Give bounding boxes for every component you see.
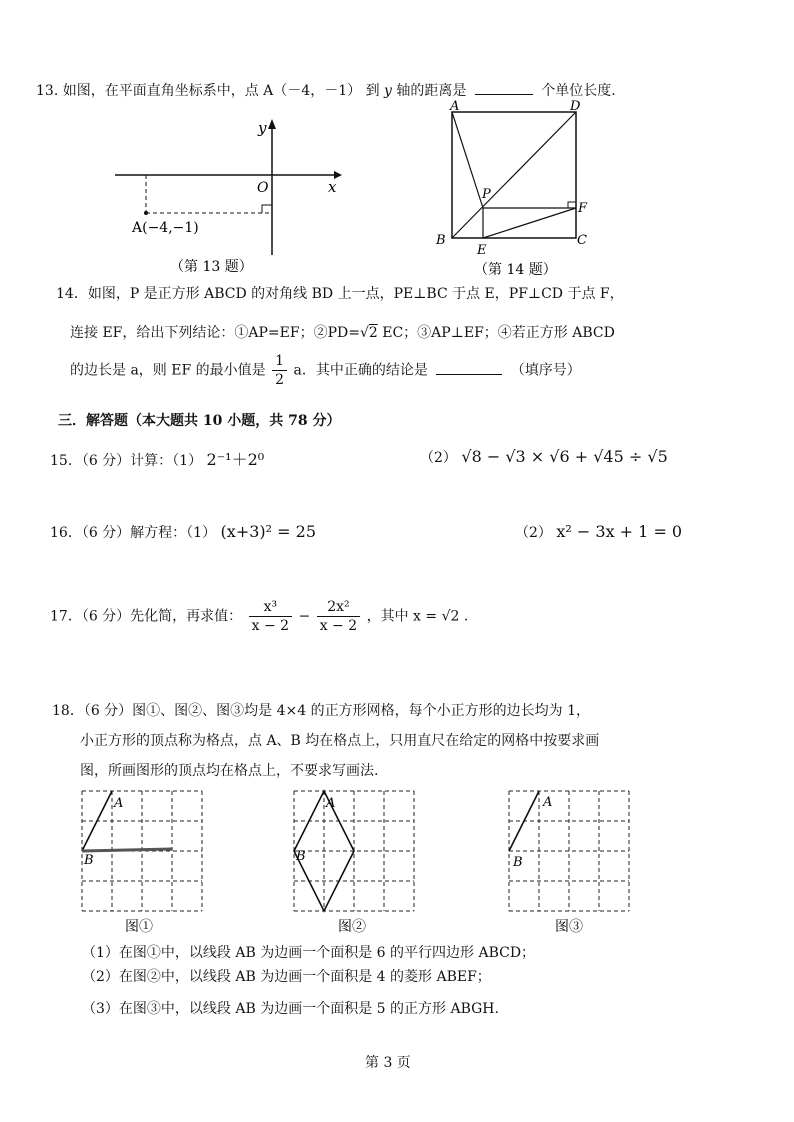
q13-text-d: 个单位长度. bbox=[541, 83, 616, 99]
y-axis-arrow-icon bbox=[268, 119, 276, 129]
fraction-denominator: 2 bbox=[275, 372, 285, 388]
grid3-caption: 图③ bbox=[555, 919, 583, 935]
q15-expr1: 2⁻¹＋2⁰ bbox=[206, 450, 265, 469]
grid-lines bbox=[509, 791, 629, 911]
question-13 bbox=[36, 80, 616, 100]
right-angle-mark bbox=[262, 205, 272, 213]
q17-fraction-2 bbox=[317, 598, 360, 635]
fig13-o-label: O bbox=[257, 180, 269, 196]
question-15 bbox=[50, 447, 264, 470]
q14-line2-b: EC；③AP⊥EF；④若正方形 ABCD bbox=[382, 325, 615, 341]
q17-minus: − bbox=[298, 608, 311, 625]
q15-expr2: √8 − √3 × √6 + √45 ÷ √5 bbox=[461, 447, 668, 466]
q13-axis-y: y bbox=[384, 83, 392, 99]
grid1-label-a: A bbox=[114, 796, 124, 811]
q17-f1-num: x³ bbox=[249, 598, 292, 617]
grid2-label-b: B bbox=[296, 849, 306, 864]
q17-f2-den: x − 2 bbox=[319, 618, 358, 634]
pencil-stroke bbox=[82, 849, 172, 851]
point-a bbox=[144, 211, 148, 215]
q17-tail: ，其中 x = √2 . bbox=[366, 608, 469, 625]
grid-figure-2 bbox=[290, 786, 420, 941]
question-17 bbox=[50, 598, 468, 635]
q14-line2-sqrt: 2 bbox=[368, 325, 378, 341]
q18-sub2: （2）在图②中，以线段 AB 为边画一个面积是 4 的菱形 ABEF； bbox=[82, 969, 491, 985]
grid-figure-1 bbox=[78, 786, 208, 941]
right-angle-f bbox=[568, 202, 576, 208]
grid3-label-a: A bbox=[543, 795, 553, 810]
segment-ab bbox=[509, 791, 539, 851]
q16-part2-label: （2） bbox=[515, 525, 552, 541]
fig14-label-b: B bbox=[436, 233, 446, 248]
q13-text-b: 到 bbox=[365, 83, 380, 99]
fig13-x-label: x bbox=[328, 178, 337, 196]
q16-part2 bbox=[515, 522, 682, 542]
fig14-label-e: E bbox=[477, 243, 487, 258]
q18-sub3: （3）在图③中，以线段 AB 为边画一个面积是 5 的正方形 ABGH. bbox=[82, 1001, 499, 1017]
sqrt-icon: √ bbox=[359, 325, 369, 341]
fig14-label-f: F bbox=[578, 201, 588, 216]
figure-13 bbox=[110, 115, 350, 275]
q15-part2-label: （2） bbox=[420, 450, 457, 466]
q17-fraction-1 bbox=[249, 598, 292, 635]
grid2-caption: 图② bbox=[338, 919, 366, 935]
segment-ab bbox=[82, 791, 112, 851]
fig13-y-label: y bbox=[258, 119, 267, 137]
q18-line2: 小正方形的顶点称为格点，点 A、B 均在格点上，只用直尺在给定的网格中按要求画 bbox=[80, 733, 600, 749]
diagonal-bd bbox=[452, 112, 576, 238]
section-3-title: 三．解答题（本大题共 10 小题，共 78 分） bbox=[58, 413, 341, 429]
fraction-numerator: 1 bbox=[272, 352, 287, 371]
segment-ef bbox=[483, 208, 576, 238]
figure-14 bbox=[430, 98, 600, 278]
fig14-label-p: P bbox=[482, 187, 491, 202]
q13-text-c: 轴的距离是 bbox=[396, 83, 467, 99]
fig14-label-a: A bbox=[450, 99, 460, 114]
q14-line3-a: 的边长是 a，则 EF 的最小值是 bbox=[70, 362, 266, 379]
grid-figure-3 bbox=[505, 786, 635, 941]
q14-fraction bbox=[272, 352, 287, 389]
q16-expr1: (x+3)² = 25 bbox=[220, 522, 316, 541]
page-number: 第 3 页 bbox=[365, 1055, 411, 1071]
q15-head: 15．（6 分）计算：（1） bbox=[50, 453, 203, 469]
grid3-label-b: B bbox=[513, 855, 523, 870]
segment-ap bbox=[452, 112, 483, 208]
q15-part2 bbox=[420, 447, 668, 467]
q13-point: A（－4，－1） bbox=[263, 83, 362, 99]
fig13-caption: （第 13 题） bbox=[170, 259, 253, 275]
q16-head: 16．（6 分）解方程：（1） bbox=[50, 525, 217, 541]
q14-line3-b: a．其中正确的结论是 bbox=[293, 362, 428, 379]
fig14-label-d: D bbox=[570, 99, 581, 114]
q18-line3: 图，所画图形的顶点均在格点上，不要求写画法. bbox=[80, 763, 379, 779]
fig14-caption: （第 14 题） bbox=[474, 262, 557, 278]
q17-f2-num: 2x² bbox=[317, 598, 360, 617]
fig14-label-c: C bbox=[577, 233, 587, 248]
q16-expr2: x² − 3x + 1 = 0 bbox=[556, 522, 683, 541]
grid2-label-a: A bbox=[326, 796, 336, 811]
q13-text-a: 如图，在平面直角坐标系中，点 bbox=[62, 83, 259, 99]
q14-line2-a: 连接 EF，给出下列结论：①AP=EF；②PD= bbox=[70, 325, 360, 341]
fig13-a-label: A(−4,−1) bbox=[132, 220, 199, 236]
q13-answer-blank[interactable] bbox=[475, 80, 533, 95]
q14-line3 bbox=[70, 352, 581, 389]
q17-f1-den: x − 2 bbox=[251, 618, 290, 634]
q13-number: 13. bbox=[36, 83, 59, 99]
grid1-caption: 图① bbox=[125, 919, 153, 935]
q18-sub1: （1）在图①中，以线段 AB 为边画一个面积是 6 的平行四边形 ABCD； bbox=[82, 945, 536, 961]
q17-head: 17．（6 分）先化简，再求值： bbox=[50, 608, 243, 625]
q14-line1: 14．如图，P 是正方形 ABCD 的对角线 BD 上一点，PE⊥BC 于点 E，PF⊥CD 于点 F， bbox=[56, 286, 624, 302]
question-16 bbox=[50, 522, 316, 542]
q14-answer-blank[interactable] bbox=[436, 360, 502, 375]
grid1-label-b: B bbox=[84, 853, 94, 868]
q14-line3-c: （填序号） bbox=[510, 362, 581, 379]
q14-line2 bbox=[70, 322, 615, 342]
q18-line1: 18．（6 分）图①、图②、图③均是 4×4 的正方形网格，每个小正方形的边长均为 1， bbox=[52, 703, 590, 719]
